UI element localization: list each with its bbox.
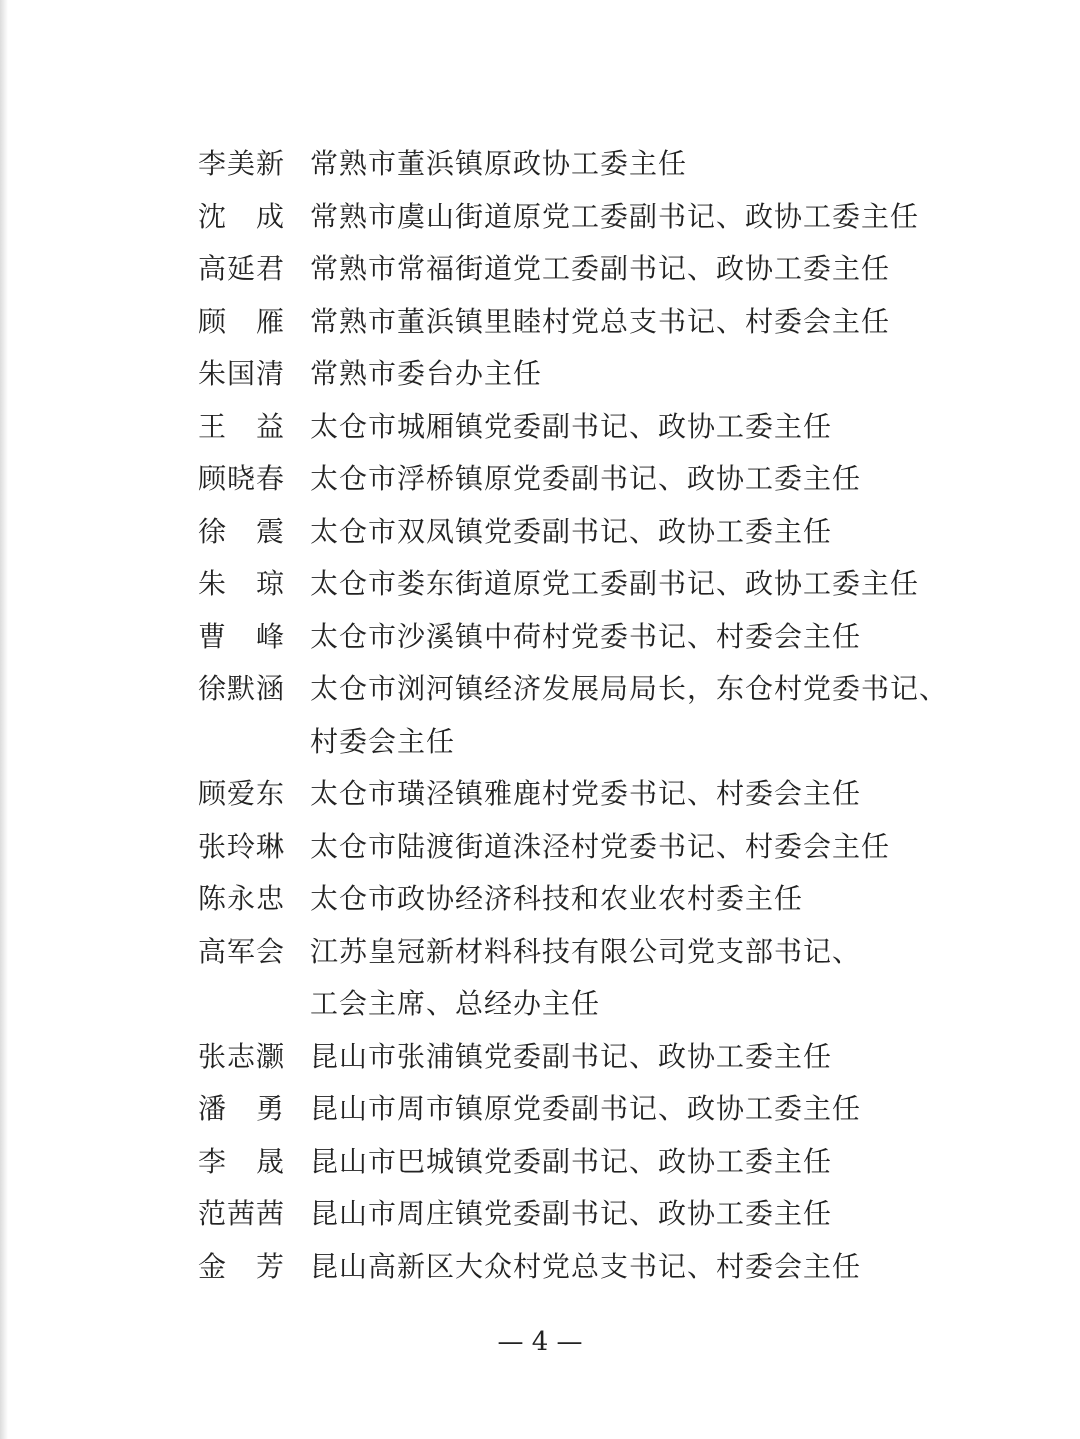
roster-entry bbox=[198, 348, 938, 401]
member-title bbox=[310, 401, 938, 454]
member-title-line: 昆山市巴城镇党委副书记、政协工委主任 bbox=[310, 1144, 833, 1178]
member-title-line: 太仓市浏河镇经济发展局局长，东仓村党委书记、 bbox=[310, 672, 949, 705]
member-title bbox=[310, 1136, 938, 1189]
member-title-line: 常熟市委台办主任 bbox=[310, 357, 543, 390]
member-title bbox=[310, 768, 938, 821]
member-name: 沈 成 bbox=[198, 199, 286, 233]
member-name: 李美新 bbox=[198, 147, 286, 180]
member-title-line: 江苏皇冠新材料科技有限公司党支部书记、 bbox=[310, 934, 862, 968]
member-name: 金 芳 bbox=[198, 1249, 286, 1283]
member-title bbox=[310, 821, 938, 874]
member-title bbox=[310, 1031, 938, 1084]
member-title bbox=[310, 296, 938, 349]
roster-entry bbox=[198, 1031, 938, 1084]
member-title bbox=[310, 348, 938, 401]
member-title-line: 太仓市娄东街道原党工委副书记、政协工委主任 bbox=[310, 567, 920, 600]
member-title-line: 太仓市沙溪镇中荷村党委书记、村委会主任 bbox=[310, 619, 862, 653]
member-title bbox=[310, 611, 938, 664]
member-name: 顾爱东 bbox=[198, 777, 286, 810]
member-title-line: 工会主席、总经办主任 bbox=[310, 987, 601, 1020]
member-title-line: 常熟市常福街道党工委副书记、政协工委主任 bbox=[310, 252, 891, 285]
member-title bbox=[310, 1241, 938, 1294]
member-title-line: 太仓市城厢镇党委副书记、政协工委主任 bbox=[310, 409, 833, 443]
member-title-line: 常熟市董浜镇原政协工委主任 bbox=[310, 147, 688, 180]
member-title bbox=[310, 138, 938, 191]
member-title bbox=[310, 926, 938, 1031]
member-name: 曹 峰 bbox=[198, 619, 286, 653]
roster-entry bbox=[198, 821, 938, 874]
member-name: 潘 勇 bbox=[198, 1092, 286, 1125]
member-title bbox=[310, 873, 938, 926]
member-title bbox=[310, 1083, 938, 1136]
roster-entry bbox=[198, 558, 938, 611]
roster-entry bbox=[198, 768, 938, 821]
member-title bbox=[310, 243, 938, 296]
member-name: 李 晟 bbox=[198, 1144, 286, 1178]
member-title bbox=[310, 1188, 938, 1241]
member-title bbox=[310, 663, 949, 768]
member-title-line: 常熟市董浜镇里睦村党总支书记、村委会主任 bbox=[310, 304, 891, 338]
member-name: 顾 雁 bbox=[198, 304, 286, 338]
roster-entry bbox=[198, 243, 938, 296]
roster-entry bbox=[198, 1188, 938, 1241]
member-name: 高延君 bbox=[198, 252, 286, 285]
member-title bbox=[310, 558, 938, 611]
member-title-line: 太仓市双凤镇党委副书记、政协工委主任 bbox=[310, 514, 833, 548]
member-title-line: 常熟市虞山街道原党工委副书记、政协工委主任 bbox=[310, 199, 920, 233]
member-name: 高军会 bbox=[198, 934, 286, 968]
roster-entry bbox=[198, 873, 938, 926]
member-title-line: 昆山高新区大众村党总支书记、村委会主任 bbox=[310, 1249, 862, 1283]
member-title bbox=[310, 453, 938, 506]
roster-entry bbox=[198, 453, 938, 506]
roster-entry bbox=[198, 401, 938, 454]
member-name: 顾晓春 bbox=[198, 462, 286, 495]
roster-entry bbox=[198, 926, 938, 1031]
roster-entry bbox=[198, 663, 949, 768]
roster-entry bbox=[198, 611, 938, 664]
member-name: 朱 琼 bbox=[198, 567, 286, 600]
roster-entry bbox=[198, 191, 938, 244]
member-name: 范茜茜 bbox=[198, 1197, 286, 1230]
member-title-line: 昆山市张浦镇党委副书记、政协工委主任 bbox=[310, 1039, 833, 1073]
page-edge-shadow bbox=[0, 0, 8, 1439]
member-name: 陈永忠 bbox=[198, 882, 286, 915]
page-number: — 4 — bbox=[497, 1327, 583, 1357]
member-title-line: 村委会主任 bbox=[310, 724, 456, 758]
member-roster bbox=[198, 138, 949, 1293]
roster-entry bbox=[198, 506, 938, 559]
member-title-line: 昆山市周庄镇党委副书记、政协工委主任 bbox=[310, 1197, 833, 1230]
member-name: 徐默涵 bbox=[198, 672, 286, 705]
member-name: 张玲琳 bbox=[198, 829, 286, 863]
member-title-line: 太仓市浮桥镇原党委副书记、政协工委主任 bbox=[310, 462, 862, 495]
roster-entry bbox=[198, 1083, 938, 1136]
member-name: 张志灏 bbox=[198, 1039, 286, 1073]
roster-entry bbox=[198, 1136, 938, 1189]
member-title bbox=[310, 191, 938, 244]
member-name: 徐 震 bbox=[198, 514, 286, 548]
roster-entry bbox=[198, 1241, 938, 1294]
member-name: 王 益 bbox=[198, 409, 286, 443]
member-title-line: 昆山市周市镇原党委副书记、政协工委主任 bbox=[310, 1092, 862, 1125]
member-title-line: 太仓市政协经济科技和农业农村委主任 bbox=[310, 882, 804, 915]
member-title bbox=[310, 506, 938, 559]
roster-entry bbox=[198, 138, 938, 191]
member-name: 朱国清 bbox=[198, 357, 286, 390]
member-title-line: 太仓市璜泾镇雅鹿村党委书记、村委会主任 bbox=[310, 777, 862, 810]
roster-entry bbox=[198, 296, 938, 349]
member-title-line: 太仓市陆渡街道洙泾村党委书记、村委会主任 bbox=[310, 829, 891, 863]
